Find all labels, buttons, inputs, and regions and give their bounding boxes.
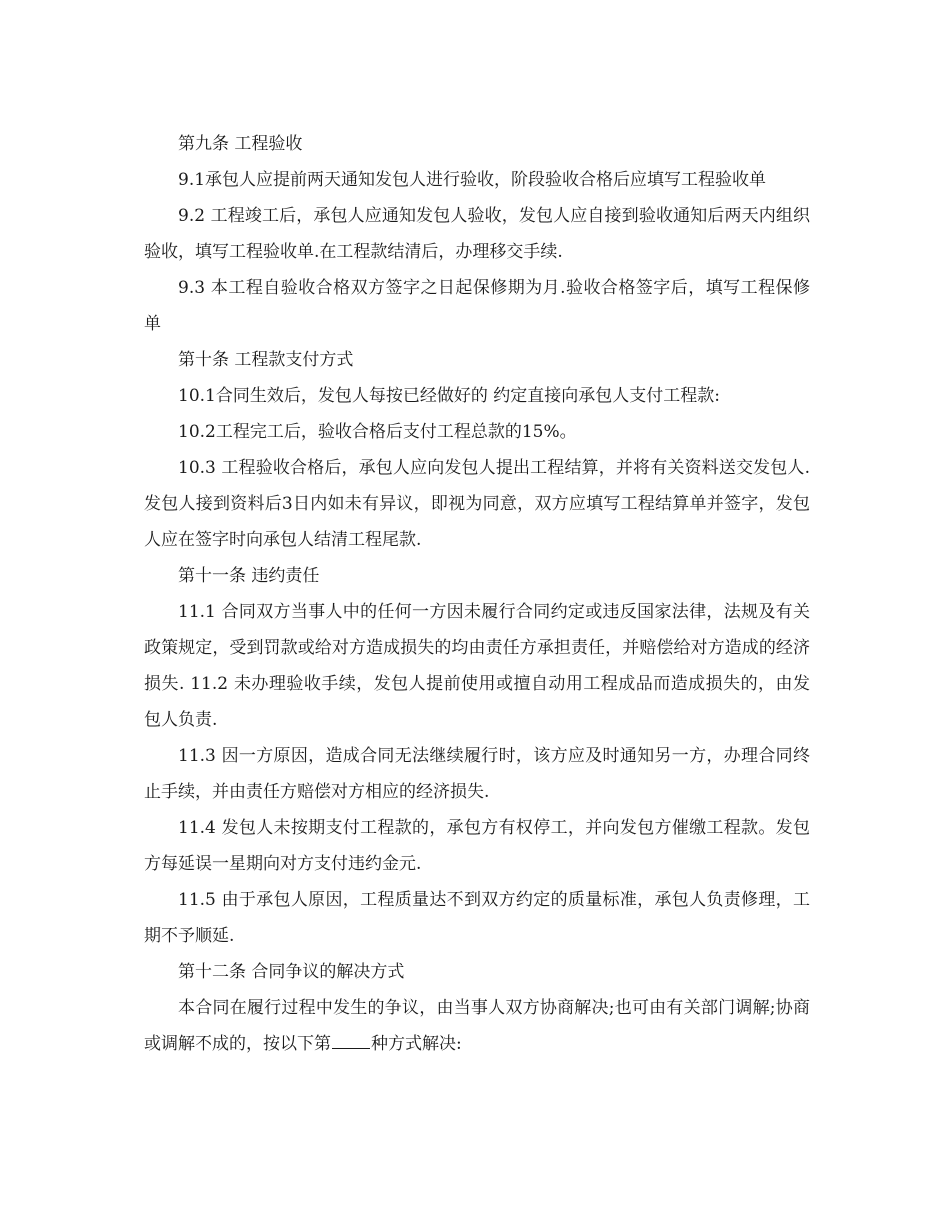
fill-in-blank-line	[332, 1032, 370, 1049]
clause-9-2: 9.2 工程竣工后，承包人应通知发包人验收，发包人应自接到验收通知后两天内组织验收，填写工程验收单.在工程款结清后，办理移交手续.	[144, 206, 810, 262]
clause-10-1: 10.1合同生效后，发包人每按已经做好的 约定直接向承包人支付工程款:	[178, 386, 720, 406]
dispute-text-before-blank: 本合同在履行过程中发生的争议，由当事人双方协商解决;也可由有关部门调解;协商或调解不成的，按以下第	[144, 998, 810, 1054]
document-body	[144, 126, 810, 1062]
clause-11-4: 11.4 发包人未按期支付工程款的，承包方有权停工，并向发包方催缴工程款。发包方每延误一星期向对方支付违约金元.	[144, 818, 810, 874]
clause-11-5: 11.5 由于承包人原因，工程质量达不到双方约定的质量标准，承包人负责修理，工期不予顺延.	[144, 890, 810, 946]
clause-9-1: 9.1承包人应提前两天通知发包人进行验收，阶段验收合格后应填写工程验收单	[178, 170, 767, 190]
dispute-text-after-blank: 种方式解决:	[371, 1034, 462, 1054]
clause-11-3: 11.3 因一方原因，造成合同无法继续履行时，该方应及时通知另一方，办理合同终止手续，并由责任方赔偿对方相应的经济损失.	[144, 746, 810, 802]
clause-10-2: 10.2工程完工后，验收合格后支付工程总款的15%。	[178, 422, 577, 442]
article-9-heading: 第九条 工程验收	[178, 134, 303, 154]
clause-9-3: 9.3 本工程自验收合格双方签字之日起保修期为月.验收合格签字后，填写工程保修单	[144, 278, 810, 334]
article-11-heading: 第十一条 违约责任	[178, 566, 320, 586]
article-10-heading: 第十条 工程款支付方式	[178, 350, 354, 370]
article-12-heading: 第十二条 合同争议的解决方式	[178, 962, 405, 982]
clause-10-3: 10.3 工程验收合格后，承包人应向发包人提出工程结算，并将有关资料送交发包人.发包人接到资料后3日内如未有异议，即视为同意，双方应填写工程结算单并签字，发包人应在签字时向承包人结清工程尾款.	[144, 458, 810, 550]
dispute-resolution-paragraph	[144, 990, 810, 1062]
clause-11-1: 11.1 合同双方当事人中的任何一方因未履行合同约定或违反国家法律，法规及有关政策规定，受到罚款或给对方造成损失的均由责任方承担责任，并赔偿给对方造成的经济损失. 11.2 未办理验收手续，发包人提前使用或擅自动用工程成品而造成损失的，由发包人负责.	[144, 602, 810, 730]
